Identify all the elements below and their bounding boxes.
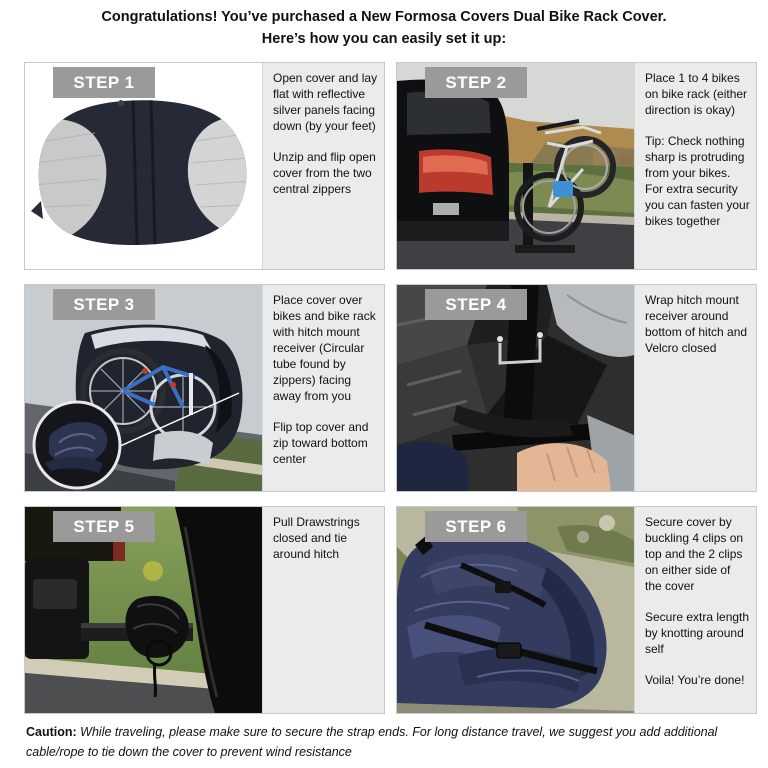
step-5-badge-label: STEP 5 [73,516,135,536]
step-4-text-1: Wrap hitch mount receiver around bottom of hitch and Velcro closed [645,293,748,355]
page-title [0,6,768,51]
step-1-badge [53,67,155,98]
step-4-badge-label: STEP 4 [445,294,507,314]
steps-grid [24,62,757,714]
step-6-photo [397,507,634,713]
step-5-photo [25,507,262,713]
title-line-1: Congratulations! You’ve purchased a New Formosa Covers Dual Bike Rack Cover. [101,9,667,25]
step-4-photo [397,285,634,491]
step-6-text-1: Secure cover by buckling 4 clips on top and the 2 clips on either side of the cover [645,515,744,593]
step-6-instructions [634,507,756,713]
step-6-badge [425,511,527,542]
step-2-badge-label: STEP 2 [445,72,507,92]
step-6-badge-label: STEP 6 [445,516,507,536]
step-3-text-1: Place cover over bikes and bike rack with hitch mount receiver (Circular tube found by zippers) facing away from you [273,293,376,403]
step-3-instructions [262,285,384,491]
step-1-photo [25,63,262,269]
step-2-photo [397,63,634,269]
step-2-text-1: Place 1 to 4 bikes on bike rack (either direction is okay) [645,71,748,117]
step-6-text-3: Voila! You’re done! [645,672,745,687]
step-card-2 [396,62,757,270]
caution-label: Caution: [26,725,77,739]
step-3-photo [25,285,262,491]
caution-note [26,722,742,762]
step-card-4 [396,284,757,492]
step-1-badge-label: STEP 1 [73,72,135,92]
step-2-badge [425,67,527,98]
step-4-badge [425,289,527,320]
step-5-text-1: Pull Drawstrings closed and tie around hitch [273,515,360,561]
step-card-6 [396,506,757,714]
step-card-1 [24,62,385,270]
title-line-2: Here’s how you can easily set it up: [261,31,507,48]
step-1-text-1: Open cover and lay flat with reflective silver panels facing down (by your feet) [273,71,378,133]
step-5-instructions [262,507,384,713]
step-2-instructions [634,63,756,269]
step-2-text-2: Tip: Check nothing sharp is protruding from your bikes. For extra security you can fasten your bikes together [645,133,750,228]
step-card-5 [24,506,385,714]
step-1-instructions [262,63,384,269]
step-5-badge [53,511,155,542]
step-card-3 [24,284,385,492]
step-4-instructions [634,285,756,491]
step-6-text-2: Secure extra length by knotting around self [645,609,750,656]
step-3-badge [53,289,155,320]
step-3-badge-label: STEP 3 [73,294,135,314]
step-1-text-2: Unzip and flip open cover from the two central zippers [273,149,376,196]
step-3-text-2: Flip top cover and zip toward bottom center [273,419,369,466]
caution-text: While traveling, please make sure to secure the strap ends. For long distance travel, we suggest you add additional cable/rope to tie down the cover to prevent wind resistance [26,725,718,759]
